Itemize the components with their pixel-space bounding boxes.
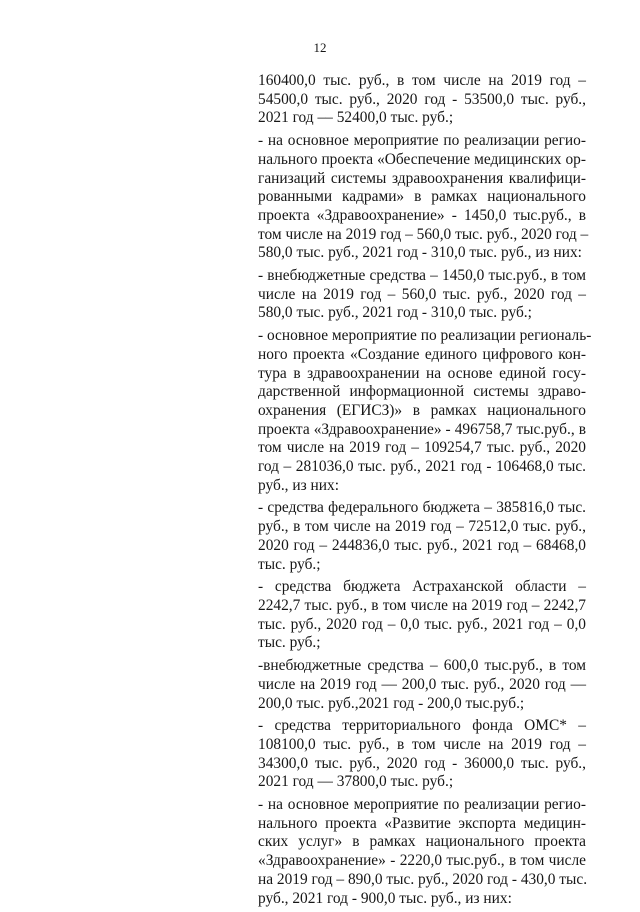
paragraph [258,578,586,653]
text-line: 2021 год –– 52400,0 тыс. руб.; [258,109,454,127]
text-line: рованными кадрами» в рамках национального [258,188,586,206]
text-line: «Здравоохранение» - 2220,0 тыс.руб., в том числе [258,852,586,870]
text-line: - средства территориального фонда ОМС* – [258,717,586,735]
text-line: 160400,0 тыс. руб., в том числе на 2019 год – [258,72,586,89]
text-line: 108100,0 тыс. руб., в том числе на 2019 год – [258,735,586,753]
text-line: ного проекта «Создание единого цифрового кон- [258,345,586,363]
text-line: 580,0 тыс. руб., 2021 год - 310,0 тыс. руб.; [258,304,532,322]
paragraph [258,72,586,128]
text-line: том числе на 2019 год – 560,0 тыс. руб., 2020 год – [258,225,589,243]
text-line: ских услуг» в рамках национального проекта [258,833,586,851]
text-line: ганизаций системы здравоохранения квалифици- [258,169,586,187]
text-line: проекта «Здравоохранение» - 496758,7 тыс.руб., в [258,420,586,438]
text-line: числе на 2019 год — 200,0 тыс. руб., 2020 год — [258,675,586,693]
paragraph [258,132,589,263]
text-line: тыс. руб., 2020 год – 0,0 тыс. руб., 2021 год – 0,0 [258,615,586,633]
text-line: числе на 2019 год – 560,0 тыс. руб., 2020 год – [258,285,586,303]
text-line: тура в здравоохранении на основе единой госу- [258,364,586,382]
text-line: дарственной информационной системы здраво- [258,383,586,401]
text-line: 2020 год – 244836,0 тыс. руб., 2021 год – 68468,0 [258,536,586,554]
text-line: 200,0 тыс. руб.,2021 год - 200,0 тыс.руб.; [258,694,525,712]
text-line: тыс. руб.; [258,634,321,652]
text-line: руб., в том числе на 2019 год – 72512,0 тыс. руб., [258,518,586,536]
text-line: - внебюджетные средства – 1450,0 тыс.руб., в том [258,267,586,285]
text-line: 2021 год — 37800,0 тыс. руб.; [258,773,454,791]
text-line: том числе на 2019 год – 109254,7 тыс. руб., 2020 [258,439,586,457]
text-line: нального проекта «Развитие экспорта медицин- [258,814,586,832]
paragraph [258,327,592,495]
text-line: - на основное мероприятие по реализации регио- [258,796,586,814]
text-line: нального проекта «Обеспечение медицинских ор- [258,150,586,168]
paragraph [258,796,586,908]
text-line: 580,0 тыс. руб., 2021 год - 310,0 тыс. руб., из них: [258,244,582,262]
text-line: - средства бюджета Астраханской области – [258,578,586,596]
text-line: 2242,7 тыс. руб., в том числе на 2019 год – 2242,7 [258,596,586,614]
text-line: охранения (ЕГИСЗ)» в рамках национального [258,401,586,419]
paragraph [258,717,586,792]
text-line: - на основное мероприятие по реализации регио- [258,132,586,150]
text-line: -внебюджетные средства – 600,0 тыс.руб., в том [258,657,586,675]
text-line: - средства федерального бюджета – 385816,0 тыс. [258,499,586,517]
text-line: проекта «Здравоохранение» - 1450,0 тыс.руб., в [258,206,586,224]
text-line: тыс. руб.; [258,555,321,573]
text-line: 54500,0 тыс. руб., 2020 год - 53500,0 тыс. руб., [258,90,586,108]
paragraph [258,499,586,574]
text-line: руб., 2021 год - 900,0 тыс. руб., из них: [258,889,512,907]
text-line: 34300,0 тыс. руб., 2020 год - 36000,0 тыс. руб., [258,754,586,772]
paragraph [258,267,586,323]
text-line: год – 281036,0 тыс. руб., 2021 год - 106468,0 тыс. [258,458,586,476]
page-number: 12 [313,40,327,55]
text-line: - основное мероприятие по реализации региональ- [258,327,592,345]
paragraph [258,657,586,713]
text-line: руб., из них: [258,476,339,494]
text-line: на 2019 год – 890,0 тыс. руб., 2020 год - 430,0 тыс. [258,870,588,888]
document-body [258,72,592,912]
